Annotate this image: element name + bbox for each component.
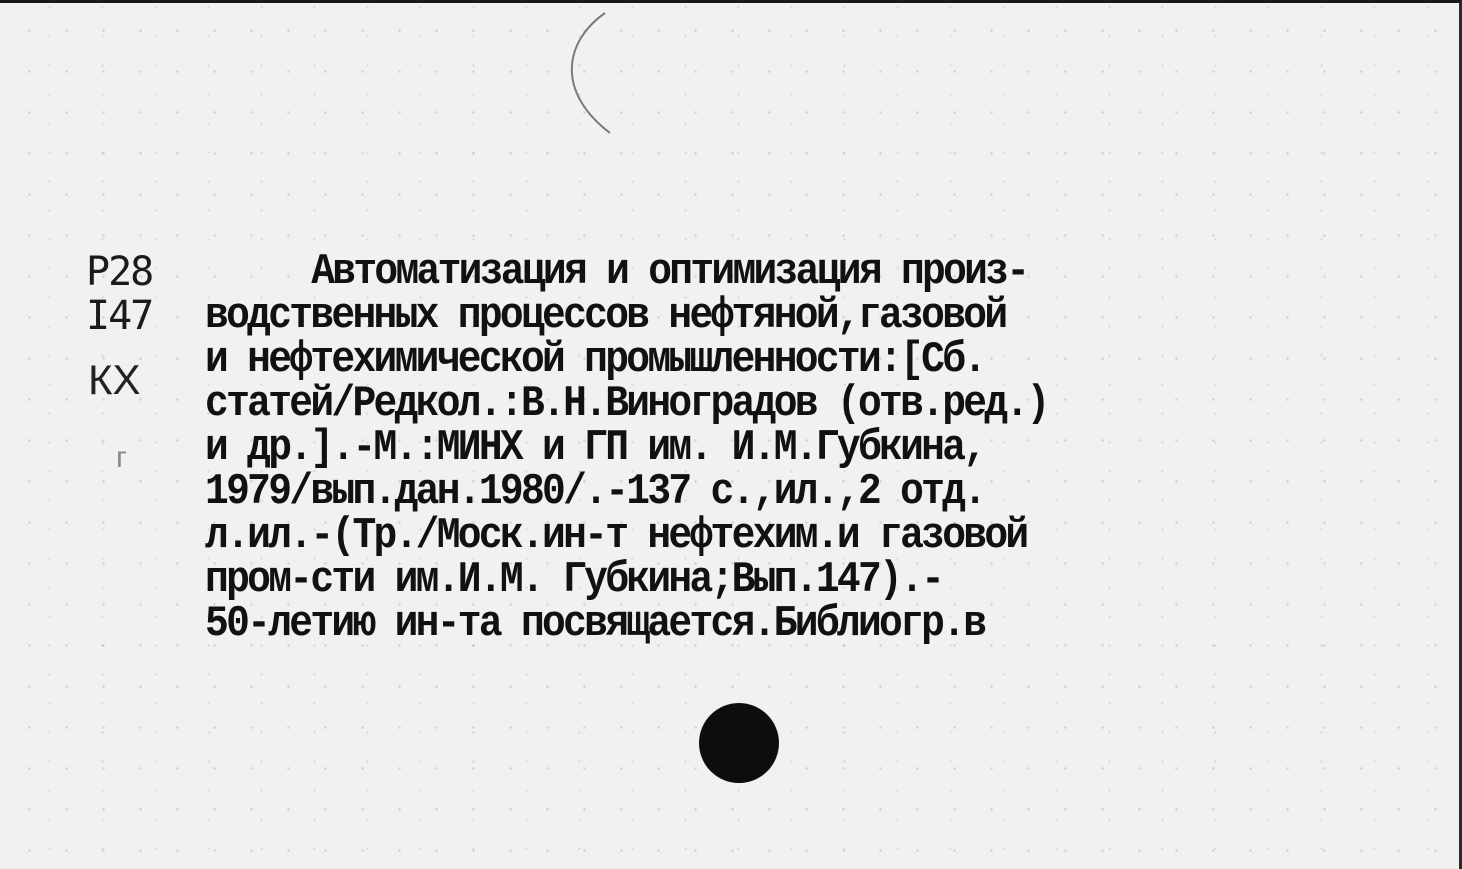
description-line: 50-летию ин-та посвящается.Библиогр.в: [205, 599, 985, 649]
description-line: л.ил.-(Тр./Моск.ин-т нефтехим.и газовой: [205, 511, 1027, 561]
punch-hole: [699, 703, 779, 783]
shelf-mark: КХ: [88, 356, 141, 403]
call-number: [86, 250, 152, 338]
description-line: статей/Редкол.:В.Н.Виноградов (отв.ред.): [205, 379, 1048, 429]
pencil-mark: г: [116, 441, 127, 474]
description-line: пром-сти им.И.М. Губкина;Вып.147).-: [205, 555, 943, 605]
call-number-line: Р28: [86, 249, 153, 295]
description-line: и нефтехимической промышленности:[Сб.: [205, 335, 985, 385]
bibliographic-description: [205, 247, 1159, 649]
description-line: водственных процессов нефтяной,газовой: [205, 291, 1006, 341]
description-line: Автоматизация и оптимизация произ-: [311, 247, 1028, 297]
call-number-line: I47: [86, 293, 153, 339]
pencil-arc-mark: [555, 11, 625, 141]
description-line: и др.].-М.:МИНХ и ГП им. И.М.Губкина,: [205, 423, 985, 473]
description-line: 1979/вып.дан.1980/.-137 с.,ил.,2 отд.: [205, 467, 985, 517]
